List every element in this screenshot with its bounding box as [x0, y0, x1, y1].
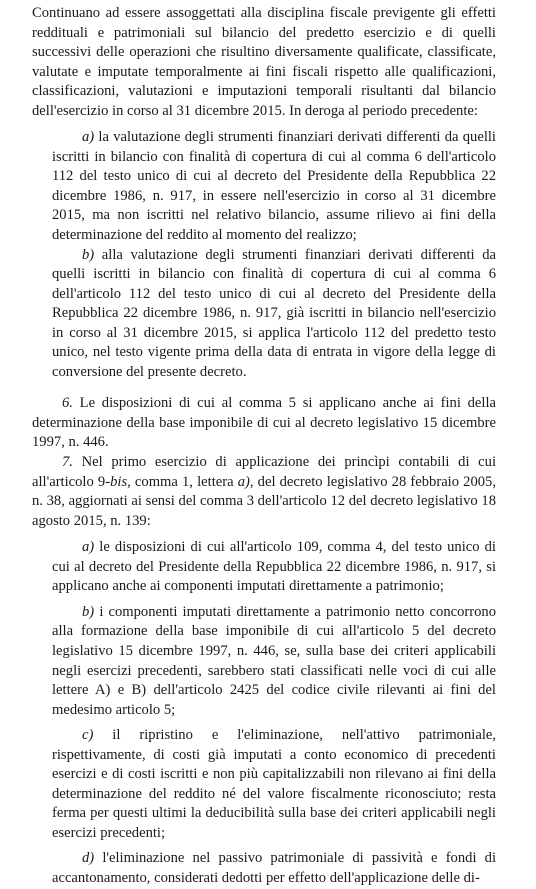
- intro-text: Continuano ad essere assoggettati alla disciplina fiscale previgente gli effetti reddituali e patrimoniali sul bilancio del predetto esercizio e di quelli successivi delle operazioni che risultino diversamente qualificate, classificate, valutate e imputate temporalmente ai fini fiscali rispetto alle qualificazioni, classificazioni, valutazioni e imputazioni temporali risultanti dal bilancio dell'esercizio in corso al 31 dicembre 2015. In deroga al periodo precedente:: [32, 5, 496, 119]
- comma-6-number: 6.: [62, 395, 73, 412]
- list2-item-d-text: l'eliminazione nel passivo patrimoniale di passività e fondi di accantonamento, considerati dedotti per effetto dell'applicazione delle di-: [52, 850, 496, 886]
- list2-item-a-text: le disposizioni di cui all'articolo 109, comma 4, del testo unico di cui al decreto del Presidente della Repubblica 22 dicembre 1986, n. 917, si applicano anche ai componenti imputati direttamente a patrimonio;: [52, 539, 496, 595]
- comma-6-paragraph: [32, 394, 496, 453]
- list2-item-c-text: il ripristino e l'eliminazione, nell'attivo patrimoniale, rispettivamente, di costi già imputati a conto economico di precedenti esercizi e di costi iscritti e non più capitalizzabili non rilevano ai fini della determinazione del reddito né del valore fiscalmente riconosciuto; resta ferma per questi ultimi la deducibilità sulla base dei criteri applicabili negli esercizi precedenti;: [52, 727, 496, 841]
- comma-7-bis: bis: [110, 473, 128, 490]
- list2-item-b-text: i componenti imputati direttamente a patrimonio netto concorrono alla formazione della base imponibile di cui all'articolo 5 del decreto legislativo 15 dicembre 1997, n. 446, se, sulla base dei criteri applicabili negli esercizi precedenti, sarebbero stati classificati nelle voci di cui alle lettere A) e B) dell'articolo 2425 del codice civile rilevanti ai fini del medesimo articolo 5;: [52, 603, 496, 718]
- list1-item-a: [32, 128, 496, 245]
- list2-item-b: [32, 603, 496, 720]
- list1-item-b-letter: b): [82, 246, 95, 263]
- comma-7-text-before: Nel primo esercizio di applicazione dei princìpi contabili di cui all'articolo 9-: [32, 454, 496, 490]
- intro-paragraph: [32, 4, 496, 121]
- list1-item-a-text: la valutazione degli strumenti finanziari derivati differenti da quelli iscritti in bilancio con finalità di copertura di cui al comma 6 dell'articolo 112 del testo unico di cui al decreto del Presidente della Repubblica 22 dicembre 1986, n. 917, in essere nell'esercizio in corso al 31 dicembre 2015, ma non iscritti nel relativo bilancio, assume rilievo ai fini della determinazione del reddito al momento del realizzo;: [52, 129, 496, 244]
- list2-item-d: [32, 849, 496, 888]
- list2-item-c-letter: c): [82, 727, 94, 744]
- comma-7-text-mid: , comma 1, lettera: [127, 473, 238, 490]
- document-page: [32, 4, 496, 889]
- section-gap: [32, 382, 496, 394]
- list2-item-a-letter: a): [82, 539, 95, 556]
- comma-6-text: Le disposizioni di cui al comma 5 si applicano anche ai fini della determinazione della base imponibile di cui al decreto legislativo 15 dicembre 1997, n. 446.: [32, 395, 496, 451]
- list1-item-b: [32, 246, 496, 383]
- comma-7-text-after: , del decreto legislativo 28 febbraio 2005, n. 38, aggiornati ai sensi del comma 3 dell'articolo 12 del decreto legislativo 18 agosto 2015, n. 139:: [32, 473, 496, 529]
- comma-7-number: 7.: [62, 454, 73, 471]
- list2-item-a: [32, 538, 496, 597]
- list2-item-b-letter: b): [82, 603, 95, 620]
- list2-item-c: [32, 726, 496, 843]
- comma-7-paragraph: [32, 453, 496, 531]
- list1-item-a-letter: a): [82, 129, 95, 146]
- comma-7-letter: a): [237, 473, 250, 490]
- list2-item-d-letter: d): [82, 850, 95, 867]
- spacer: [32, 121, 496, 128]
- list1-item-b-text: alla valutazione degli strumenti finanziari derivati differenti da quelli iscritti in bilancio con finalità di copertura di cui al comma 6 dell'articolo 112 del testo unico di cui al decreto del Presidente della Repubblica 22 dicembre 1986, n. 917, già iscritti in bilancio nell'esercizio in corso al 31 dicembre 2015, si applica l'articolo 112 del predetto testo unico, nel testo vigente prima della data di entrata in vigore della legge di conversione del presente decreto.: [52, 246, 496, 380]
- spacer: [32, 531, 496, 538]
